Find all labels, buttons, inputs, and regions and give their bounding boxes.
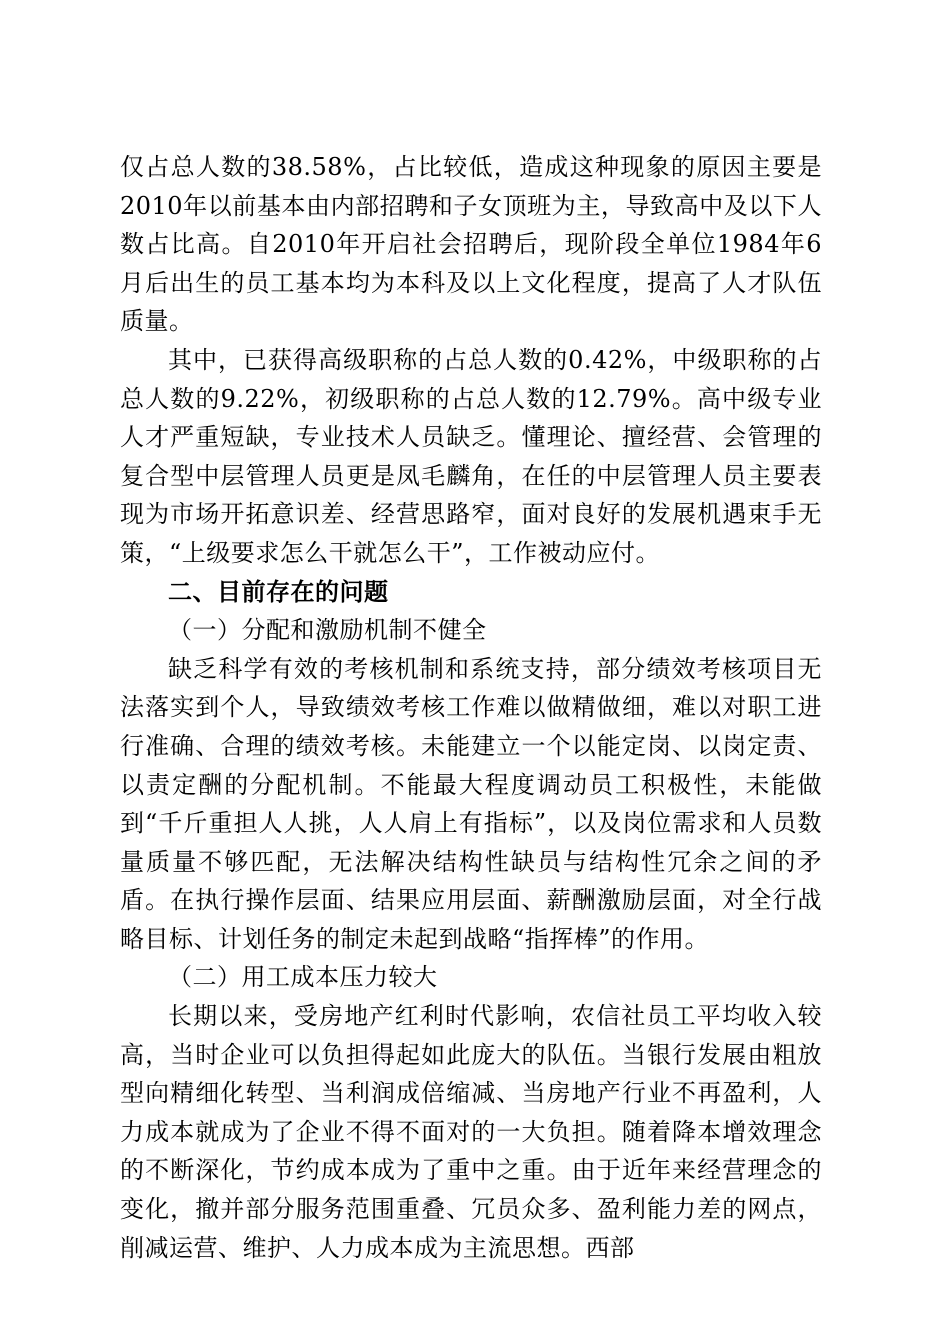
subheading-distribution-incentive: （一）分配和激励机制不健全 (168, 616, 487, 645)
paragraph-assessment-mechanism: 缺乏科学有效的考核机制和系统支持，部分绩效考核项目无法落实到个人，导致绩效考核工作难以做精做细，难以对职工进行准确、合理的绩效考核。未能建立一个以能定岗、以岗定责、以责定酬的分配机制。不能最大程度调动员工积极性，未能做到“千斤重担人人挑，人人肩上有指标”，以及岗位需求和人员数量质量不够匹配，无法解决结构性缺员与结构性冗余之间的矛盾。在执行操作层面、结果应用层面、薪酬激励层面，对全行战略目标、计划任务的制定未起到战略“指挥棒”的作用。 (120, 654, 822, 953)
subheading-labor-cost: （二）用工成本压力较大 (168, 963, 438, 992)
section-heading-problems: 二、目前存在的问题 (168, 577, 389, 606)
paragraph-labor-cost: 长期以来，受房地产红利时代影响，农信社员工平均收入较高，当时企业可以负担得起如此庞大的队伍。当银行发展由粗放型向精细化转型、当利润成倍缩减、当房地产行业不再盈利，人力成本就成为了企业不得不面对的一大负担。随着降本增效理念的不断深化，节约成本成为了重中之重。由于近年来经营理念的变化，撤并部分服务范围重叠、冗员众多、盈利能力差的网点，削减运营、维护、人力成本成为主流思想。西部 (120, 1002, 822, 1262)
paragraph-education-ratio: 仅占总人数的38.58%，占比较低，造成这种现象的原因主要是2010年以前基本由内部招聘和子女顶班为主，导致高中及以下人数占比高。自2010年开启社会招聘后，现阶段全单位1984年6月后出生的员工基本均为本科及以上文化程度，提高了人才队伍质量。 (120, 153, 822, 336)
paragraph-professional-titles: 其中，已获得高级职称的占总人数的0.42%，中级职称的占总人数的9.22%，初级职称的占总人数的12.79%。高中级专业人才严重短缺，专业技术人员缺乏。懂理论、擅经营、会管理的复合型中层管理人员更是凤毛麟角，在任的中层管理人员主要表现为市场开拓意识差、经营思路窄，面对良好的发展机遇束手无策，“上级要求怎么干就怎么干”，工作被动应付。 (120, 345, 822, 567)
document-page (120, 148, 822, 1267)
